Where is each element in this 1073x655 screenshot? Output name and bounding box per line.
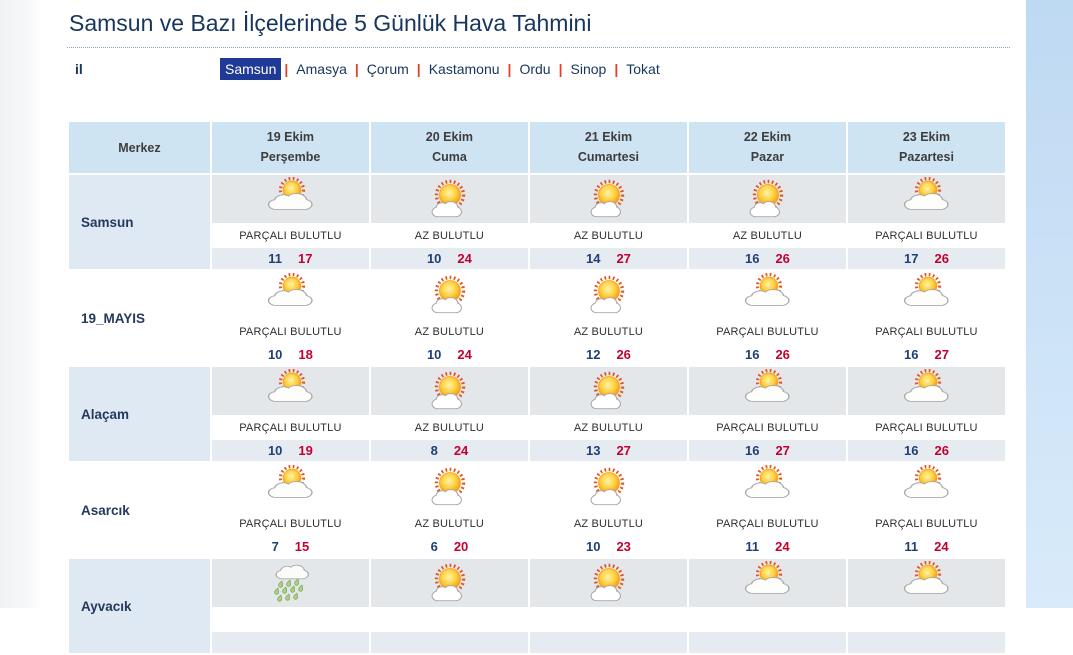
- mostly-sunny-icon: [741, 177, 793, 221]
- condition-cell: PARÇALI BULUTLU: [689, 513, 846, 534]
- forecast-table-header: [69, 122, 1005, 173]
- condition-cell: [848, 609, 1005, 630]
- max-temp: 26: [775, 251, 790, 266]
- weather-icon-cell: [689, 175, 846, 223]
- min-temp: 11: [268, 251, 283, 266]
- weather-icon-cell: [212, 463, 369, 511]
- partly-cloudy-icon: [264, 177, 316, 221]
- mostly-sunny-icon: [582, 177, 634, 221]
- left-edge-band: [0, 0, 43, 608]
- right-edge-band: [1026, 0, 1073, 608]
- condition-cell: AZ BULUTLU: [371, 417, 528, 438]
- max-temp: 17: [298, 251, 313, 266]
- province-filter-row: [67, 58, 1010, 88]
- tab-kastamonu[interactable]: Kastamonu: [428, 61, 500, 77]
- day-header: [212, 122, 369, 173]
- temp-cell: [371, 440, 528, 461]
- min-temp: 14: [585, 251, 601, 266]
- temp-cell: [371, 632, 528, 653]
- partly-cloudy-icon: [900, 561, 952, 605]
- weather-icon-cell: [530, 175, 687, 223]
- condition-cell: AZ BULUTLU: [371, 225, 528, 246]
- min-temp: 13: [585, 443, 601, 458]
- table-row: [69, 559, 1005, 607]
- condition-cell: AZ BULUTLU: [530, 225, 687, 246]
- condition-cell: AZ BULUTLU: [371, 321, 528, 342]
- max-temp: 27: [616, 251, 631, 266]
- day-header: [371, 122, 528, 173]
- weather-icon-cell: [212, 559, 369, 607]
- weather-icon-cell: [848, 175, 1005, 223]
- min-temp: 16: [744, 443, 760, 458]
- partly-cloudy-icon: [900, 273, 952, 317]
- max-temp: 15: [294, 539, 310, 554]
- day-header-weekday: Perşembe: [260, 149, 321, 164]
- forecast-table: [67, 120, 1007, 655]
- mostly-sunny-icon: [423, 465, 475, 509]
- temp-cell: [530, 536, 687, 557]
- forecast-table-body: [69, 175, 1005, 653]
- tab-amasya[interactable]: Amasya: [296, 61, 347, 77]
- condition-cell: PARÇALI BULUTLU: [212, 321, 369, 342]
- condition-cell: PARÇALI BULUTLU: [848, 225, 1005, 246]
- day-header-weekday: Pazar: [750, 149, 785, 164]
- tab-separator: |: [507, 61, 512, 77]
- condition-cell: [689, 609, 846, 630]
- temp-cell: [212, 440, 369, 461]
- weather-icon-cell: [371, 175, 528, 223]
- min-temp: 16: [904, 347, 919, 362]
- weather-icon-cell: [212, 271, 369, 319]
- city-name-cell: Ayvacık: [69, 559, 210, 653]
- temp-cell: [848, 344, 1005, 365]
- mostly-sunny-icon: [582, 369, 634, 413]
- min-temp: 6: [430, 539, 438, 554]
- weather-icon-cell: [530, 271, 687, 319]
- condition-cell: [371, 609, 528, 630]
- header-row: [69, 122, 1005, 173]
- temp-cell: [371, 344, 528, 365]
- max-temp: 26: [934, 443, 949, 458]
- min-temp: 8: [430, 443, 438, 458]
- mostly-sunny-icon: [582, 465, 634, 509]
- weather-icon-cell: [530, 559, 687, 607]
- weather-icon-cell: [212, 367, 369, 415]
- day-header-date: 23 Ekim: [902, 130, 951, 145]
- min-temp: 11: [745, 539, 760, 554]
- temp-cell: [530, 248, 687, 269]
- condition-cell: PARÇALI BULUTLU: [848, 417, 1005, 438]
- max-temp: 26: [775, 347, 790, 362]
- weather-icon-cell: [371, 463, 528, 511]
- tab-sinop[interactable]: Sinop: [570, 61, 607, 77]
- temp-cell: [689, 344, 846, 365]
- min-temp: 12: [585, 347, 601, 362]
- temp-cell: [689, 440, 846, 461]
- day-header-weekday: Pazartesi: [899, 149, 954, 164]
- max-temp: 24: [457, 347, 472, 362]
- temp-cell: [530, 632, 687, 653]
- day-header: [689, 122, 846, 173]
- weather-icon-cell: [848, 271, 1005, 319]
- tab-separator: |: [614, 61, 619, 77]
- table-row: [69, 463, 1005, 511]
- tab-separator: |: [416, 61, 421, 77]
- corner-header: Merkez: [69, 122, 210, 173]
- min-temp: 7: [271, 539, 279, 554]
- day-header-date: 20 Ekim: [425, 130, 474, 145]
- temp-cell: [689, 536, 846, 557]
- table-row: [69, 367, 1005, 415]
- max-temp: 24: [457, 251, 472, 266]
- mostly-sunny-icon: [423, 369, 475, 413]
- partly-cloudy-icon: [741, 561, 793, 605]
- temp-cell: [689, 632, 846, 653]
- min-temp: 16: [744, 347, 760, 362]
- min-temp: 16: [744, 251, 760, 266]
- max-temp: 24: [934, 539, 949, 554]
- mostly-sunny-icon: [582, 561, 634, 605]
- weather-icon-cell: [371, 271, 528, 319]
- city-name-cell: Alaçam: [69, 367, 210, 461]
- day-header: [530, 122, 687, 173]
- temp-cell: [530, 440, 687, 461]
- condition-cell: AZ BULUTLU: [530, 513, 687, 534]
- temp-cell: [371, 536, 528, 557]
- max-temp: 27: [934, 347, 949, 362]
- min-temp: 10: [267, 347, 283, 362]
- partly-cloudy-icon: [741, 369, 793, 413]
- temp-cell: [212, 632, 369, 653]
- condition-cell: PARÇALI BULUTLU: [848, 321, 1005, 342]
- max-temp: 20: [453, 539, 469, 554]
- partly-cloudy-icon: [900, 369, 952, 413]
- max-temp: 26: [616, 347, 631, 362]
- weather-icon-cell: [689, 463, 846, 511]
- condition-cell: PARÇALI BULUTLU: [212, 417, 369, 438]
- city-name-cell: Samsun: [69, 175, 210, 269]
- partly-cloudy-icon: [741, 273, 793, 317]
- weather-icon-cell: [371, 559, 528, 607]
- weather-icon-cell: [848, 463, 1005, 511]
- partly-cloudy-icon: [264, 273, 316, 317]
- mostly-sunny-icon: [423, 561, 475, 605]
- partly-cloudy-icon: [264, 465, 316, 509]
- min-temp: 11: [904, 539, 919, 554]
- partly-cloudy-icon: [741, 465, 793, 509]
- city-name-cell: 19_MAYIS: [69, 271, 210, 365]
- temp-cell: [530, 344, 687, 365]
- condition-cell: [212, 609, 369, 630]
- day-header-date: 22 Ekim: [743, 130, 792, 145]
- temp-cell: [689, 248, 846, 269]
- weather-icon-cell: [212, 175, 369, 223]
- tab-separator: |: [354, 61, 359, 77]
- table-row: [69, 175, 1005, 223]
- condition-cell: PARÇALI BULUTLU: [212, 225, 369, 246]
- weather-icon-cell: [530, 463, 687, 511]
- temp-cell: [848, 632, 1005, 653]
- weather-icon-cell: [530, 367, 687, 415]
- city-tabs: [220, 58, 665, 80]
- condition-cell: AZ BULUTLU: [530, 417, 687, 438]
- condition-cell: AZ BULUTLU: [371, 513, 528, 534]
- weather-icon-cell: [371, 367, 528, 415]
- partly-cloudy-icon: [900, 177, 952, 221]
- temp-cell: [848, 248, 1005, 269]
- tab--orum[interactable]: Çorum: [366, 61, 409, 77]
- condition-cell: AZ BULUTLU: [689, 225, 846, 246]
- mostly-sunny-icon: [582, 273, 634, 317]
- temp-cell: [212, 536, 369, 557]
- min-temp: 16: [904, 443, 919, 458]
- weather-icon-cell: [848, 367, 1005, 415]
- city-name-cell: Asarcık: [69, 463, 210, 557]
- province-label: il: [75, 61, 83, 77]
- min-temp: 10: [585, 539, 601, 554]
- max-temp: 24: [775, 539, 790, 554]
- day-header-weekday: Cumartesi: [577, 149, 640, 164]
- weather-icon-cell: [848, 559, 1005, 607]
- day-header-date: 21 Ekim: [584, 130, 633, 145]
- weather-icon-cell: [689, 271, 846, 319]
- condition-cell: PARÇALI BULUTLU: [689, 417, 846, 438]
- temp-cell: [212, 248, 369, 269]
- temp-cell: [848, 536, 1005, 557]
- temp-cell: [848, 440, 1005, 461]
- day-header-date: 19 Ekim: [266, 130, 315, 145]
- max-temp: 18: [298, 347, 313, 362]
- page-title: Samsun ve Bazı İlçelerinde 5 Günlük Hava Tahmini: [67, 8, 1010, 48]
- weather-icon-cell: [689, 367, 846, 415]
- day-header-weekday: Cuma: [432, 149, 467, 164]
- weather-icon-cell: [689, 559, 846, 607]
- max-temp: 19: [298, 443, 313, 458]
- tab-separator: |: [284, 61, 289, 77]
- min-temp: 10: [426, 251, 442, 266]
- condition-cell: PARÇALI BULUTLU: [848, 513, 1005, 534]
- main-content: [67, 8, 1010, 655]
- partly-cloudy-icon: [900, 465, 952, 509]
- tab-ordu[interactable]: Ordu: [519, 61, 551, 77]
- mostly-sunny-icon: [423, 177, 475, 221]
- partly-cloudy-icon: [264, 369, 316, 413]
- tab-tokat[interactable]: Tokat: [626, 61, 660, 77]
- table-row: [69, 271, 1005, 319]
- max-temp: 23: [616, 539, 631, 554]
- max-temp: 24: [453, 443, 469, 458]
- max-temp: 26: [934, 251, 949, 266]
- tab-samsun[interactable]: Samsun: [220, 58, 281, 80]
- max-temp: 27: [775, 443, 790, 458]
- max-temp: 27: [616, 443, 631, 458]
- min-temp: 17: [904, 251, 919, 266]
- tab-separator: |: [558, 61, 563, 77]
- rainy-icon: [264, 561, 316, 605]
- condition-cell: PARÇALI BULUTLU: [212, 513, 369, 534]
- mostly-sunny-icon: [423, 273, 475, 317]
- min-temp: 10: [267, 443, 283, 458]
- condition-cell: AZ BULUTLU: [530, 321, 687, 342]
- temp-cell: [371, 248, 528, 269]
- min-temp: 10: [426, 347, 442, 362]
- temp-cell: [212, 344, 369, 365]
- condition-cell: PARÇALI BULUTLU: [689, 321, 846, 342]
- day-header: [848, 122, 1005, 173]
- condition-cell: [530, 609, 687, 630]
